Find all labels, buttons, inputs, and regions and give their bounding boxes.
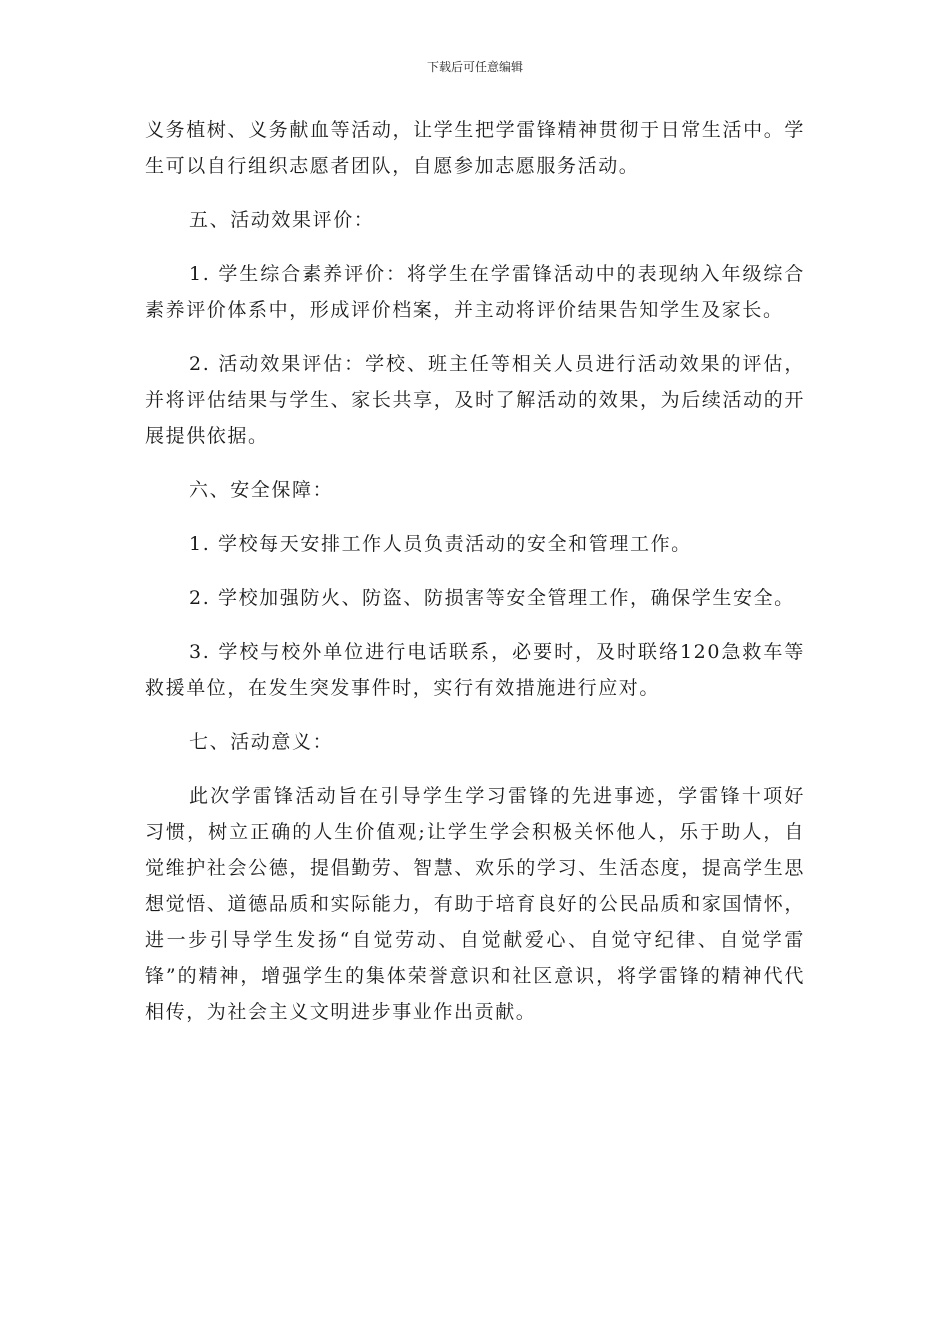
list-item: 2. 学校加强防火、防盗、防损害等安全管理工作，确保学生安全。 [189,587,795,609]
list-item: 1. 学生综合素养评价：将学生在学雷锋活动中的表现纳入年级综合素养评价体系中，形成评价档案，并主动将评价结果告知学生及家长。 [145,263,805,321]
list-item: 2. 活动效果评估：学校、班主任等相关人员进行活动效果的评估，并将评估结果与学生、家长共享，及时了解活动的效果，为后续活动的开展提供依据。 [145,353,805,447]
section-heading-5: 五、活动效果评价： [189,209,375,231]
section-heading-7: 七、活动意义： [189,731,334,753]
document-body [145,112,805,1048]
paragraph-significance: 此次学雷锋活动旨在引导学生学习雷锋的先进事迹，学雷锋十项好习惯，树立正确的人生价值观;让学生学会积极关怀他人，乐于助人，自觉维护社会公德，提倡勤劳、智慧、欢乐的学习、生活态度，提高学生思想觉悟、道德品质和实际能力，有助于培育良好的公民品质和家国情怀，进一步引导学生发扬“自觉劳动、自觉献爱心、自觉守纪律、自觉学雷锋”的精神，增强学生的集体荣誉意识和社区意识，将学雷锋的精神代代相传，为社会主义文明进步事业作出贡献。 [145,785,805,1023]
page-header: 下载后可任意编辑 [426,60,523,74]
list-item: 3. 学校与校外单位进行电话联系，必要时，及时联络120急救车等救援单位，在发生突发事件时，实行有效措施进行应对。 [145,641,805,699]
section-heading-6: 六、安全保障： [189,479,334,501]
paragraph-continuation: 义务植树、义务献血等活动，让学生把学雷锋精神贯彻于日常生活中。学生可以自行组织志愿者团队，自愿参加志愿服务活动。 [145,119,805,177]
list-item: 1. 学校每天安排工作人员负责活动的安全和管理工作。 [189,533,692,555]
